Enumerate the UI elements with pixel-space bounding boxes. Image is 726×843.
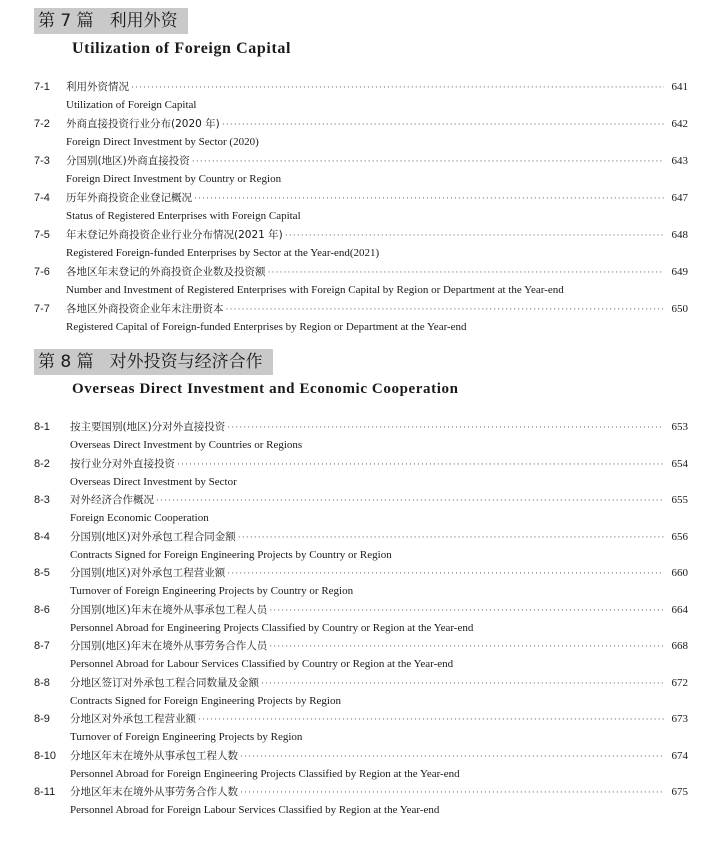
entry-title-en: Number and Investment of Registered Enterprises with Foreign Capital by Region or Department at the Year-end xyxy=(66,284,564,296)
part-7-toc-list xyxy=(0,78,726,337)
entry-title-en: Foreign Direct Investment by Sector (2020) xyxy=(66,136,259,148)
entry-title-cn[interactable]: 年末登记外商投资企业行业分布情况(2021 年) xyxy=(66,229,283,241)
toc-entry[interactable] xyxy=(0,528,726,565)
dot-leader xyxy=(240,747,664,765)
part-8-title-en: Overseas Direct Investment and Economic Cooperation xyxy=(72,381,459,397)
toc-entry[interactable] xyxy=(0,189,726,226)
part-8-label: 第 8 篇 xyxy=(38,352,94,372)
entry-code: 7-7 xyxy=(34,303,50,315)
part-8-heading-bar xyxy=(34,349,273,375)
entry-title-cn[interactable]: 各地区年末登记的外商投资企业数及投资额 xyxy=(66,266,266,278)
toc-entry[interactable] xyxy=(0,601,726,638)
entry-code: 7-2 xyxy=(34,118,50,130)
entry-title-cn[interactable]: 各地区外商投资企业年末注册资本 xyxy=(66,303,224,315)
part-8-title-cn: 对外投资与经济合作 xyxy=(109,352,263,372)
entry-title-cn[interactable]: 分国别(地区)年末在境外从事承包工程人员 xyxy=(70,603,268,616)
entry-code: 8-5 xyxy=(34,567,50,579)
toc-entry[interactable] xyxy=(0,637,726,674)
dot-leader xyxy=(240,783,664,801)
dot-leader xyxy=(238,528,664,546)
part-8-toc-list xyxy=(0,418,726,820)
entry-code: 8-10 xyxy=(34,749,57,762)
entry-title-cn[interactable]: 分国别(地区)年末在境外从事劳务合作人员 xyxy=(70,640,268,652)
entry-title-en: Contracts Signed for Foreign Engineering Projects by Region xyxy=(70,694,341,707)
entry-title-en: Utilization of Foreign Capital xyxy=(66,99,197,111)
entry-title-en: Turnover of Foreign Engineering Projects by Country or Region xyxy=(70,585,354,597)
entry-title-cn[interactable]: 分国别(地区)对外承包工程营业额 xyxy=(70,567,226,579)
entry-title-cn[interactable]: 按主要国别(地区)分对外直接投资 xyxy=(70,421,226,433)
entry-title-cn[interactable]: 分地区年末在境外从事承包工程人数 xyxy=(70,749,238,762)
part-7-heading-bar xyxy=(34,8,188,34)
entry-code: 8-8 xyxy=(34,676,50,689)
entry-code: 7-6 xyxy=(34,266,50,278)
dot-leader xyxy=(269,601,664,619)
entry-title-en: Personnel Abroad for Foreign Labour Services Classified by Region at the Year-end xyxy=(70,804,440,816)
entry-title-cn[interactable]: 对外经济合作概况 xyxy=(70,494,154,506)
entry-title-en: Status of Registered Enterprises with Foreign Capital xyxy=(66,210,301,222)
entry-code: 8-4 xyxy=(34,530,50,543)
entry-title-en: Foreign Economic Cooperation xyxy=(70,512,209,524)
entry-title-en: Turnover of Foreign Engineering Projects by Region xyxy=(70,731,303,743)
toc-entry[interactable] xyxy=(0,418,726,455)
part-7-title-cn: 利用外资 xyxy=(109,11,178,31)
entry-title-cn[interactable]: 按行业分对外直接投资 xyxy=(70,457,175,470)
entry-page-number: 672 xyxy=(671,676,688,689)
toc-entry[interactable] xyxy=(0,152,726,189)
part-7-label: 第 7 篇 xyxy=(38,11,94,31)
entry-page-number: 656 xyxy=(671,530,688,543)
entry-page-number: 649 xyxy=(671,266,688,278)
dot-leader xyxy=(177,455,664,473)
entry-page-number: 650 xyxy=(671,303,688,315)
dot-leader xyxy=(227,418,664,436)
toc-entry[interactable] xyxy=(0,115,726,152)
entry-code: 8-1 xyxy=(34,421,50,433)
entry-title-cn[interactable]: 外商直接投资行业分布(2020 年) xyxy=(66,118,220,130)
entry-title-en: Personnel Abroad for Foreign Engineering Projects Classified by Region at the Year-end xyxy=(70,767,460,780)
dot-leader xyxy=(227,564,664,582)
dot-leader xyxy=(268,263,665,281)
entry-title-cn[interactable]: 利用外资情况 xyxy=(66,81,129,93)
toc-entry[interactable] xyxy=(0,710,726,747)
entry-title-cn[interactable]: 分国别(地区)外商直接投资 xyxy=(66,155,190,167)
entry-code: 8-11 xyxy=(34,786,56,798)
part-7-title-en: Utilization of Foreign Capital xyxy=(72,40,292,57)
toc-entry[interactable] xyxy=(0,674,726,711)
part-8-section xyxy=(0,349,726,820)
entry-code: 7-4 xyxy=(34,192,50,204)
entry-title-en: Personnel Abroad for Labour Services Classified by Country or Region at the Year-end xyxy=(70,658,454,670)
entry-code: 8-2 xyxy=(34,457,50,470)
entry-code: 8-3 xyxy=(34,494,50,506)
toc-entry[interactable] xyxy=(0,78,726,115)
entry-title-cn[interactable]: 分国别(地区)对外承包工程合同金额 xyxy=(70,530,236,543)
entry-page-number: 655 xyxy=(671,494,688,506)
entry-code: 7-1 xyxy=(34,81,50,93)
toc-entry[interactable] xyxy=(0,747,726,784)
toc-entry[interactable] xyxy=(0,226,726,263)
entry-page-number: 648 xyxy=(671,229,688,241)
toc-entry[interactable] xyxy=(0,564,726,601)
dot-leader xyxy=(194,189,664,207)
entry-code: 7-5 xyxy=(34,229,50,241)
entry-title-cn[interactable]: 历年外商投资企业登记概况 xyxy=(66,192,192,204)
entry-page-number: 642 xyxy=(671,118,688,130)
toc-entry[interactable] xyxy=(0,300,726,337)
toc-entry[interactable] xyxy=(0,491,726,528)
entry-title-en: Overseas Direct Investment by Sector xyxy=(70,475,237,488)
entry-title-cn[interactable]: 分地区年末在境外从事劳务合作人数 xyxy=(70,786,238,798)
entry-page-number: 641 xyxy=(671,81,688,93)
entry-code: 8-9 xyxy=(34,713,50,725)
dot-leader xyxy=(285,226,664,244)
entry-page-number: 668 xyxy=(671,640,688,652)
entry-title-en: Contracts Signed for Foreign Engineering Projects by Country or Region xyxy=(70,548,392,561)
toc-entry[interactable] xyxy=(0,263,726,300)
dot-leader xyxy=(156,491,664,509)
dot-leader xyxy=(222,115,664,133)
toc-entry[interactable] xyxy=(0,783,726,820)
entry-title-cn[interactable]: 分地区对外承包工程营业额 xyxy=(70,713,196,725)
entry-title-en: Overseas Direct Investment by Countries or Regions xyxy=(70,439,303,451)
dot-leader xyxy=(269,637,664,655)
entry-page-number: 660 xyxy=(671,567,688,579)
entry-page-number: 664 xyxy=(671,603,688,616)
entry-page-number: 674 xyxy=(671,749,688,762)
entry-code: 8-7 xyxy=(34,640,50,652)
entry-code: 7-3 xyxy=(34,155,50,167)
entry-page-number: 654 xyxy=(671,457,688,470)
toc-entry[interactable] xyxy=(0,455,726,492)
entry-page-number: 675 xyxy=(671,786,688,798)
entry-page-number: 653 xyxy=(671,421,688,433)
dot-leader xyxy=(261,674,664,692)
entry-title-en: Foreign Direct Investment by Country or Region xyxy=(66,173,282,185)
entry-code: 8-6 xyxy=(34,603,50,616)
dot-leader xyxy=(226,300,665,318)
entry-page-number: 647 xyxy=(671,192,688,204)
entry-page-number: 673 xyxy=(671,713,688,725)
part-7-section xyxy=(0,8,726,337)
dot-leader xyxy=(198,710,664,728)
dot-leader xyxy=(131,78,664,96)
dot-leader xyxy=(192,152,664,170)
entry-title-en: Registered Capital of Foreign-funded Enterprises by Region or Department at the Year-end xyxy=(66,321,467,333)
entry-title-en: Registered Foreign-funded Enterprises by Sector at the Year-end(2021) xyxy=(66,247,380,259)
entry-page-number: 643 xyxy=(671,155,688,167)
entry-title-cn[interactable]: 分地区签订对外承包工程合同数量及金额 xyxy=(70,676,259,689)
entry-title-en: Personnel Abroad for Engineering Projects Classified by Country or Region at the Year-end xyxy=(70,621,474,634)
